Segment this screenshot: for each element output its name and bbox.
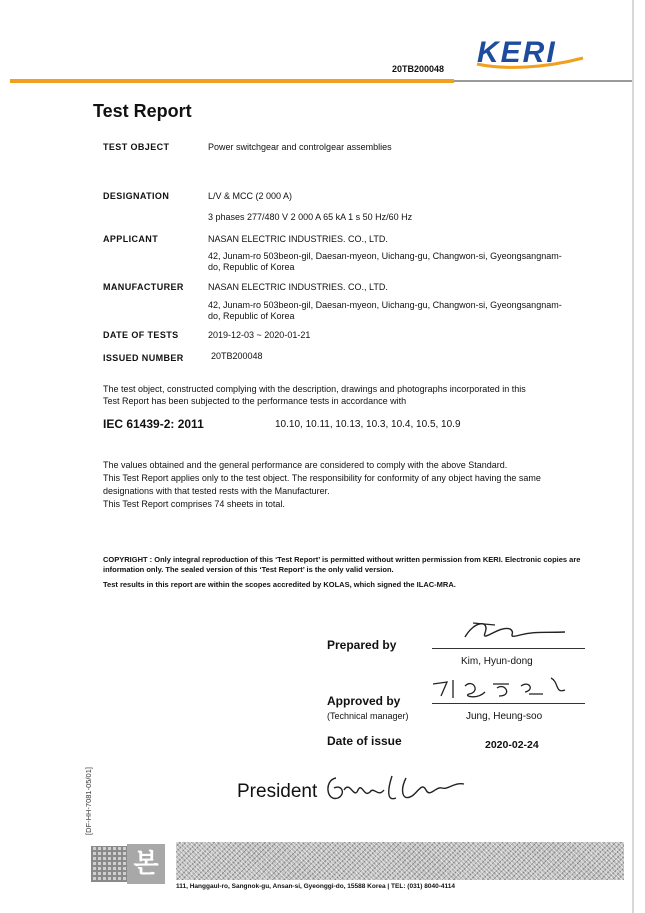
prepared-by-name: Kim, Hyun-dong xyxy=(461,656,533,667)
approved-by-label: Approved by xyxy=(327,694,401,708)
statement-line-1: The values obtained and the general performance are considered to comply with the above Standard. xyxy=(103,460,508,470)
standard-reference: IEC 61439-2: 2011 xyxy=(103,417,204,431)
header-grey-rule xyxy=(454,80,632,82)
value-applicant-address-2: do, Republic of Korea xyxy=(208,262,295,272)
intro-line-2: Test Report has been subjected to the performance tests in accordance with xyxy=(103,396,407,406)
approved-by-subtitle: (Technical manager) xyxy=(327,711,409,721)
value-test-object: Power switchgear and controlgear assemblies xyxy=(208,142,392,152)
accreditation-note: Test results in this report are within the scopes accredited by KOLAS, which signed the ILAC-MRA. xyxy=(103,580,456,589)
page-title: Test Report xyxy=(93,101,192,121)
statement-line-4: This Test Report comprises 74 sheets in total. xyxy=(103,499,285,509)
value-designation-1: L/V & MCC (2 000 A) xyxy=(208,191,293,201)
intro-line-1: The test object, constructed complying with the description, drawings and photographs incorporated in this xyxy=(103,384,526,394)
value-manufacturer-address-2: do, Republic of Korea xyxy=(208,311,295,321)
label-date-of-tests: DATE OF TESTS xyxy=(103,330,179,340)
signature-approved-by xyxy=(425,672,570,704)
value-manufacturer-name: NASAN ELECTRIC INDUSTRIES. CO., LTD. xyxy=(208,282,388,292)
copyright-line-2: information only. The sealed version of this ‘Test Report’ is the only valid version. xyxy=(103,565,394,574)
security-pattern xyxy=(176,842,624,880)
approved-by-name: Jung, Heung-soo xyxy=(466,711,543,722)
date-of-issue-value: 2020-02-24 xyxy=(485,739,539,751)
header-orange-rule xyxy=(10,79,454,83)
value-date-of-tests: 2019-12-03 ~ 2020-01-21 xyxy=(208,330,311,340)
date-of-issue-label: Date of issue xyxy=(327,734,402,748)
value-issued-number: 20TB200048 xyxy=(211,351,263,361)
label-issued-number: ISSUED NUMBER xyxy=(103,353,184,363)
keri-logo xyxy=(475,36,587,72)
label-test-object: TEST OBJECT xyxy=(103,142,170,152)
label-manufacturer: MANUFACTURER xyxy=(103,282,184,292)
seal-character: 본 xyxy=(127,844,165,884)
footer-address: 111, Hanggaul-ro, Sangnok-gu, Ansan-si, Gyeonggi-do, 15588 Korea | TEL: (031) 8040-4114 xyxy=(176,883,455,890)
seal-pattern xyxy=(91,846,127,882)
statement-line-3: designations with that tested rests with the Manufacturer. xyxy=(103,486,330,496)
president-label: President xyxy=(237,781,318,802)
value-applicant-address-1: 42, Junam-ro 503beon-gil, Daesan-myeon, Uichang-gu, Changwon-si, Gyeongsangnam- xyxy=(208,251,562,261)
prepared-by-label: Prepared by xyxy=(327,638,397,652)
report-number: 20TB200048 xyxy=(392,64,445,74)
signature-prepared-by xyxy=(455,615,570,645)
seal-stamp xyxy=(91,844,165,884)
approved-by-line xyxy=(432,703,585,704)
value-manufacturer-address-1: 42, Junam-ro 503beon-gil, Daesan-myeon, Uichang-gu, Changwon-si, Gyeongsangnam- xyxy=(208,300,562,310)
prepared-by-line xyxy=(432,648,585,649)
form-code: [DF-HH-7081-05/01] xyxy=(84,767,93,835)
signature-president xyxy=(322,768,467,810)
label-designation: DESIGNATION xyxy=(103,191,170,201)
standard-clauses: 10.10, 10.11, 10.13, 10.3, 10.4, 10.5, 10.9 xyxy=(275,419,461,430)
value-applicant-name: NASAN ELECTRIC INDUSTRIES. CO., LTD. xyxy=(208,234,388,244)
logo-text: KERI xyxy=(477,36,557,69)
copyright-line-1: COPYRIGHT : Only integral reproduction of this ‘Test Report’ is permitted without written permission from KERI. Electronic copies are xyxy=(103,555,581,564)
statement-line-2: This Test Report applies only to the test object. The responsibility for conformity of any object having the same xyxy=(103,473,541,483)
label-applicant: APPLICANT xyxy=(103,234,159,244)
value-designation-2: 3 phases 277/480 V 2 000 A 65 kA 1 s 50 Hz/60 Hz xyxy=(208,212,413,222)
page-edge xyxy=(632,0,634,913)
